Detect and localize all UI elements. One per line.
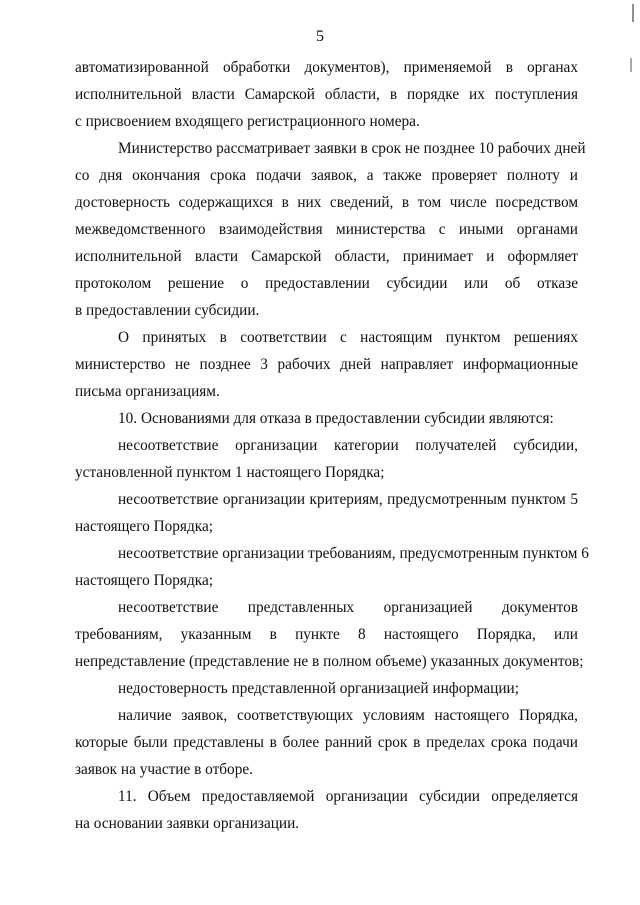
list-item-first-line: несоответствие организации категории получателей субсидии, [118,437,578,454]
text-line: письма организациям. [75,383,220,400]
list-item-first-line: несоответствие представленных организацией документов [118,599,578,616]
text-line: межведомственного взаимодействия министерства с иными органами [75,221,578,238]
text-line: исполнительной власти Самарской области, принимает и оформляет [75,248,578,265]
text-line: протоколом решение о предоставлении субсидии или об отказе [75,275,578,292]
text-line: исполнительной власти Самарской области, в порядке их поступления [75,86,578,103]
text-line: заявок на участие в отборе. [75,761,253,778]
text-line: достоверность содержащихся в них сведений, в том числе посредством [75,194,578,211]
text-line: настоящего Порядка; [75,572,213,589]
text-line: непредставление (представление не в полном объеме) указанных документов; [75,653,584,670]
page-number: 5 [316,28,324,45]
scan-edge-mark [632,4,634,22]
text-line: с присвоением входящего регистрационного номера. [75,113,420,130]
scan-edge-mark [630,58,632,72]
text-line: со дня окончания срока подачи заявок, а также проверяет полноту и [75,167,578,184]
text-line: настоящего Порядка; [75,518,213,535]
text-line: автоматизированной обработки документов), применяемой в органах [75,59,578,76]
paragraph-first-line: Министерство рассматривает заявки в срок не позднее 10 рабочих дней [118,140,586,157]
clause-heading: 10. Основаниями для отказа в предоставлении субсидии являются: [118,410,554,427]
document-body [75,54,589,837]
text-line: установленной пунктом 1 настоящего Порядка; [75,464,385,481]
list-item-first-line: несоответствие организации критериям, предусмотренным пунктом 5 [118,491,578,508]
list-item-first-line: несоответствие организации требованиям, предусмотренным пунктом 6 [118,545,589,562]
list-item-first-line: наличие заявок, соответствующих условиям настоящего Порядка, [118,707,578,724]
text-line: требованиям, указанным в пункте 8 настоящего Порядка, или [75,626,578,643]
clause-heading: 11. Объем предоставляемой организации субсидии определяется [118,788,578,805]
text-line: министерство не позднее 3 рабочих дней направляет информационные [75,356,578,373]
list-item-first-line: недостоверность представленной организацией информации; [118,680,519,697]
text-line: которые были представлены в более ранний срок в пределах срока подачи [75,734,578,751]
text-line: в предоставлении субсидии. [75,302,260,319]
text-line: на основании заявки организации. [75,815,300,832]
paragraph-first-line: О принятых в соответствии с настоящим пунктом решениях [118,329,578,346]
